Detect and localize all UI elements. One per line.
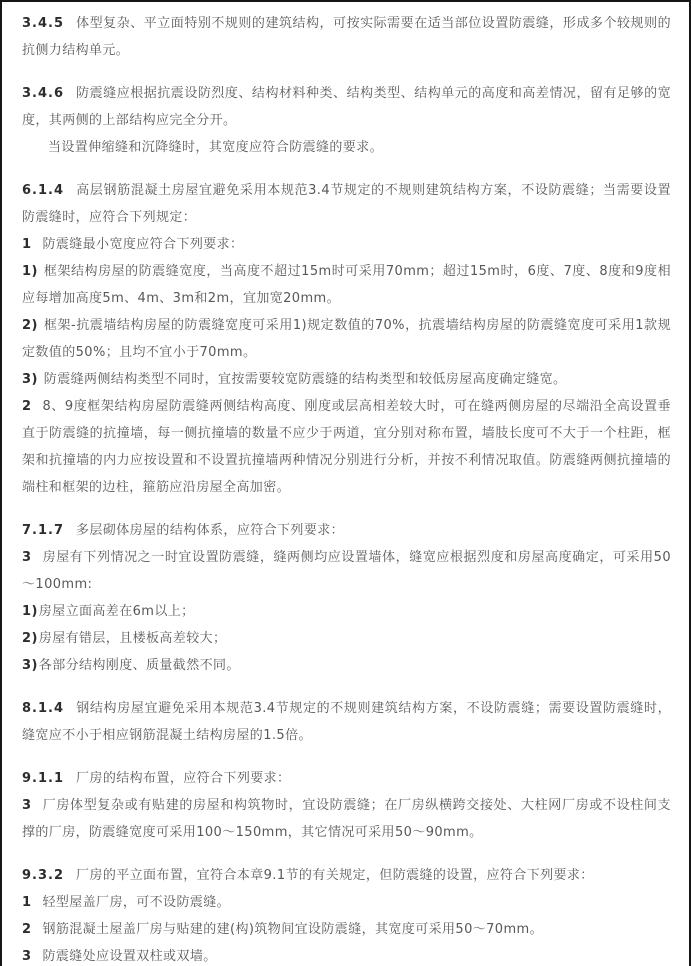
clause-text: 防震缝两侧结构类型不同时，宜按需要较宽防震缝的结构类型和较低房屋高度确定缝宽。 <box>43 372 567 387</box>
subitem-number: 1) <box>22 264 38 279</box>
subitem-number: 1) <box>22 604 38 619</box>
clause-number: 3.4.6 <box>22 86 65 101</box>
subitem-number: 2) <box>22 318 38 333</box>
clause-number: 6.1.4 <box>22 183 65 198</box>
clause-text: 轻型屋盖厂房，可不设防震缝。 <box>42 895 231 910</box>
clause-text: 多层砌体房屋的结构体系，应符合下列要求： <box>76 523 345 538</box>
clause-number: 9.1.1 <box>22 771 65 786</box>
clause-7-1-7-subitem-3 <box>22 652 671 679</box>
clause-text: 框架结构房屋的防震缝宽度，当高度不超过15m时可采用70mm；超过15m时，6度、7度、8度和9度相应每增加高度5m、4m、3m和2m，宜加宽20mm。 <box>22 264 671 306</box>
clause-7-1-7-item-3 <box>22 544 671 598</box>
clause-6-1-4-item-1 <box>22 231 671 258</box>
clause-text: 厂房的平立面布置，宜符合本章9.1节的有关规定，但防震缝的设置，应符合下列要求： <box>76 868 594 883</box>
clause-text: 钢结构房屋宜避免采用本规范3.4节规定的不规则建筑结构方案，不设防震缝；需要设置防震缝时，缝宽应不小于相应钢筋混凝土结构房屋的1.5倍。 <box>22 701 671 743</box>
clause-text: 房屋有错层，且楼板高差较大； <box>38 631 227 646</box>
clause-6-1-4-subitem-3 <box>22 366 671 393</box>
clause-number: 3.4.5 <box>22 16 65 31</box>
clause-number: 8.1.4 <box>22 701 65 716</box>
clause-3-4-6-note <box>22 134 671 161</box>
clause-text: 防震缝处应设置双柱或双墙。 <box>42 949 217 964</box>
clause-text: 房屋立面高差在6m以上； <box>38 604 195 619</box>
clause-3-4-6 <box>22 80 671 134</box>
clause-9-3-2-item-3 <box>22 943 671 966</box>
clause-text: 高层钢筋混凝土房屋宜避免采用本规范3.4节规定的不规则建筑结构方案，不设防震缝；当需要设置防震缝时，应符合下列规定： <box>22 183 671 225</box>
item-number: 3 <box>22 798 32 813</box>
clause-9-3-2-item-1 <box>22 889 671 916</box>
clause-text: 房屋有下列情况之一时宜设置防震缝，缝两侧均应设置墙体，缝宽应根据烈度和房屋高度确定，可采用50～100mm: <box>22 550 671 592</box>
clause-7-1-7-subitem-2 <box>22 625 671 652</box>
clause-text: 防震缝最小宽度应符合下列要求： <box>42 237 244 252</box>
clause-text: 框架-抗震墙结构房屋的防震缝宽度可采用1)规定数值的70%，抗震墙结构房屋的防震缝宽度可采用1款规定数值的50%；且均不宜小于70mm。 <box>22 318 671 360</box>
clause-6-1-4 <box>22 177 671 231</box>
subitem-number: 3) <box>22 372 38 387</box>
clause-6-1-4-subitem-1 <box>22 258 671 312</box>
clause-text: 钢筋混凝土屋盖厂房与贴建的建(构)筑物间宜设防震缝，其宽度可采用50～70mm。 <box>42 922 544 937</box>
clause-text: 体型复杂、平立面特别不规则的建筑结构，可按实际需要在适当部位设置防震缝，形成多个较规则的抗侧力结构单元。 <box>22 16 671 58</box>
item-number: 3 <box>22 550 32 565</box>
clause-text: 防震缝应根据抗震设防烈度、结构材料种类、结构类型、结构单元的高度和高差情况，留有足够的宽度，其两侧的上部结构应完全分开。 <box>22 86 671 128</box>
clause-text: 当设置伸缩缝和沉降缝时，其宽度应符合防震缝的要求。 <box>48 140 384 155</box>
clause-9-3-2 <box>22 862 671 889</box>
clause-9-3-2-item-2 <box>22 916 671 943</box>
subitem-number: 2) <box>22 631 38 646</box>
clause-text: 厂房体型复杂或有贴建的房屋和构筑物时，宜设防震缝；在厂房纵横跨交接处、大柱网厂房或不设柱间支撑的厂房，防震缝宽度可采用100～150mm，其它情况可采用50～90mm。 <box>22 798 671 840</box>
subitem-number: 3) <box>22 658 38 673</box>
clause-3-4-5 <box>22 10 671 64</box>
item-number: 1 <box>22 895 32 910</box>
clause-9-1-1-item-3 <box>22 792 671 846</box>
item-number: 2 <box>22 922 32 937</box>
clause-number: 7.1.7 <box>22 523 65 538</box>
item-number: 3 <box>22 949 32 964</box>
clause-6-1-4-subitem-2 <box>22 312 671 366</box>
clause-6-1-4-item-2 <box>22 393 671 501</box>
clause-8-1-4 <box>22 695 671 749</box>
clause-text: 各部分结构刚度、质量截然不同。 <box>38 658 240 673</box>
clause-number: 9.3.2 <box>22 868 65 883</box>
item-number: 2 <box>22 399 32 414</box>
clause-text: 8、9度框架结构房屋防震缝两侧结构高度、刚度或层高相差较大时，可在缝两侧房屋的尽端沿全高设置垂直于防震缝的抗撞墙，每一侧抗撞墙的数量不应少于两道，宜分别对称布置，墙肢长度可不大于一个柱距，框架和抗撞墙的内力应按设置和不设置抗撞墙两种情况分别进行分析，并按不利情况取值。防震缝两侧抗撞墙的端柱和框架的边柱，箍筋应沿房屋全高加密。 <box>22 399 671 495</box>
item-number: 1 <box>22 237 32 252</box>
clause-text: 厂房的结构布置，应符合下列要求： <box>76 771 291 786</box>
clause-7-1-7-subitem-1 <box>22 598 671 625</box>
clause-7-1-7 <box>22 517 671 544</box>
clause-9-1-1 <box>22 765 671 792</box>
